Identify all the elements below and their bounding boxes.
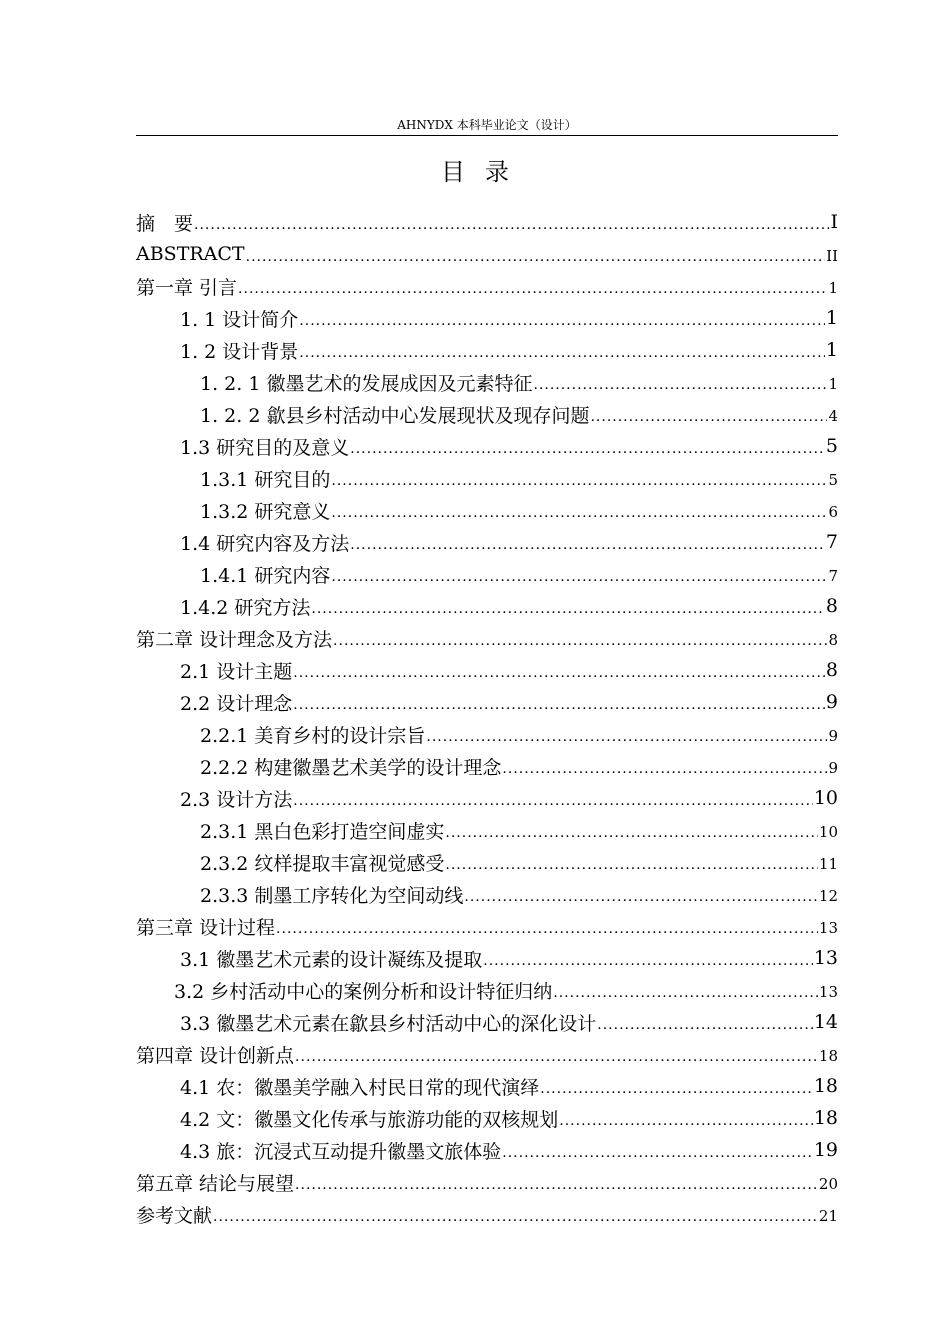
toc-entry-label: 1.3.2 研究意义 (200, 500, 331, 523)
toc-entry-page: 10 (818, 822, 838, 841)
toc-entry-page: I (830, 211, 838, 233)
toc-entry[interactable] (136, 494, 838, 526)
toc-leader-dots (331, 500, 827, 521)
toc-leader-dots (331, 564, 827, 585)
toc-entry[interactable] (136, 462, 838, 494)
toc-entry-page: 5 (825, 435, 838, 457)
toc-leader-dots (293, 692, 825, 713)
toc-entry-page: 8 (828, 630, 838, 649)
toc-entry-label: 2.3 设计方法 (180, 788, 293, 811)
toc-entry-label: 第三章 设计过程 (136, 916, 276, 939)
toc-entry-page: 1 (825, 307, 838, 329)
toc-entry-label: 1. 2. 1 徽墨艺术的发展成因及元素特征 (200, 372, 533, 395)
toc-leader-dots (445, 820, 818, 841)
toc-entry[interactable] (136, 366, 838, 398)
toc-entry-label: 1.4.2 研究方法 (180, 596, 311, 619)
toc-leader-dots (426, 724, 827, 745)
toc-entry-page: 1 (828, 374, 838, 393)
toc-entry[interactable] (136, 1198, 838, 1230)
toc-leader-dots (238, 276, 827, 297)
toc-entry-label: 第一章 引言 (136, 276, 238, 299)
toc-entry-label: 3.3 徽墨艺术元素在歙县乡村活动中心的深化设计 (180, 1012, 597, 1035)
toc-entry[interactable] (136, 558, 838, 590)
toc-leader-dots (299, 308, 825, 329)
toc-entry-page: 11 (818, 854, 838, 873)
toc-entry[interactable] (136, 974, 838, 1006)
toc-entry-label: 4.2 文：徽墨文化传承与旅游功能的双核规划 (180, 1108, 559, 1131)
toc-entry-label: 摘 要 (136, 212, 194, 235)
page-title: 目录 (441, 158, 529, 186)
toc-entry-label: 3.2 乡村活动中心的案例分析和设计特征归纳 (174, 980, 553, 1003)
toc-entry-page: 18 (813, 1075, 838, 1097)
toc-entry-label: 1. 1 设计简介 (180, 308, 299, 331)
toc-leader-dots (246, 244, 826, 265)
toc-entry-page: 19 (813, 1139, 838, 1161)
toc-entry-label: ABSTRACT (136, 243, 245, 265)
toc-entry-label: 1. 2 设计背景 (180, 340, 299, 363)
toc-entry[interactable] (136, 334, 838, 366)
toc-entry-label: 1.4 研究内容及方法 (180, 532, 350, 555)
toc-entry-label: 2.3.2 纹样提取丰富视觉感受 (200, 852, 445, 875)
toc-entry[interactable] (136, 526, 838, 558)
toc-entry[interactable] (136, 654, 838, 686)
toc-entry-label: 第二章 设计理念及方法 (136, 628, 333, 651)
toc-entry-label: 参考文献 (136, 1204, 213, 1227)
toc-leader-dots (213, 1204, 818, 1225)
toc-entry[interactable] (136, 206, 838, 238)
toc-entry-page: 5 (828, 470, 838, 489)
toc-entry-page: 18 (813, 1107, 838, 1129)
toc-entry[interactable] (136, 750, 838, 782)
toc-leader-dots (299, 340, 825, 361)
toc-entry[interactable] (136, 430, 838, 462)
toc-leader-dots (445, 852, 818, 873)
toc-entry[interactable] (136, 1102, 838, 1134)
toc-entry-label: 3.1 徽墨艺术元素的设计凝练及提取 (180, 948, 483, 971)
toc-entry[interactable] (136, 814, 838, 846)
toc-leader-dots (590, 404, 827, 425)
toc-leader-dots (350, 436, 825, 457)
toc-leader-dots (350, 532, 825, 553)
toc-entry-page: 1 (825, 339, 838, 361)
toc-entry[interactable] (136, 1038, 838, 1070)
toc-entry[interactable] (136, 910, 838, 942)
toc-entry[interactable] (136, 1134, 838, 1166)
toc-leader-dots (597, 1012, 813, 1033)
toc-entry[interactable] (136, 1006, 838, 1038)
toc-entry[interactable] (136, 878, 838, 910)
toc-entry-label: 2.3.3 制墨工序转化为空间动线 (200, 884, 464, 907)
toc-entry[interactable] (136, 590, 838, 622)
toc-leader-dots (293, 660, 825, 681)
toc-entry-page: 8 (825, 595, 838, 617)
toc-entry-page: 7 (825, 531, 838, 553)
toc-leader-dots (502, 756, 827, 777)
toc-entry-page: 9 (828, 758, 838, 777)
toc-entry-label: 2.1 设计主题 (180, 660, 293, 683)
page-header: AHNYDX 本科毕业论文（设计） (136, 116, 838, 136)
toc-entry-label: 4.3 旅：沉浸式互动提升徽墨文旅体验 (180, 1140, 502, 1163)
toc-leader-dots (295, 1172, 818, 1193)
toc-entry-label: 第五章 结论与展望 (136, 1172, 295, 1195)
toc-entry-page: 8 (825, 659, 838, 681)
toc-entry[interactable] (136, 1166, 838, 1198)
toc-leader-dots (559, 1108, 813, 1129)
toc-entry[interactable] (136, 1070, 838, 1102)
toc-entry-label: 1.3.1 研究目的 (200, 468, 331, 491)
toc-leader-dots (293, 788, 813, 809)
toc-entry-page: 20 (818, 1174, 838, 1193)
toc-entry[interactable] (136, 718, 838, 750)
toc-entry-label: 2.2.2 构建徽墨艺术美学的设计理念 (200, 756, 502, 779)
toc-entry[interactable] (136, 846, 838, 878)
toc-leader-dots (464, 884, 818, 905)
toc-entry-page: 4 (828, 406, 838, 425)
toc-entry-page: 13 (813, 947, 838, 969)
toc-entry-page: 13 (818, 918, 838, 937)
toc-leader-dots (502, 1140, 813, 1161)
toc-leader-dots (533, 372, 827, 393)
toc-entry-page: 12 (818, 886, 838, 905)
toc-entry-label: 2.3.1 黑白色彩打造空间虚实 (200, 820, 445, 843)
toc-entry-page: 21 (818, 1206, 838, 1225)
toc-entry[interactable] (136, 942, 838, 974)
toc-entry-page: 18 (818, 1046, 838, 1065)
toc-entry-page: II (826, 246, 838, 265)
toc-entry-label: 2.2.1 美育乡村的设计宗旨 (200, 724, 426, 747)
toc-leader-dots (276, 916, 818, 937)
toc-leader-dots (540, 1076, 813, 1097)
toc-entry[interactable] (136, 686, 838, 718)
toc-entry-page: 14 (813, 1011, 838, 1033)
toc-entry-label: 1.3 研究目的及意义 (180, 436, 350, 459)
toc-entry-label: 1. 2. 2 歙县乡村活动中心发展现状及现存问题 (200, 404, 590, 427)
toc-leader-dots (331, 468, 827, 489)
toc-entry[interactable] (136, 270, 838, 302)
toc-entry-label: 4.1 农：徽墨美学融入村民日常的现代演绎 (180, 1076, 540, 1099)
toc-entry-page: 9 (825, 691, 838, 713)
toc-entry-label: 第四章 设计创新点 (136, 1044, 295, 1067)
toc-entry-page: 13 (818, 982, 838, 1001)
toc-entry-label: 2.2 设计理念 (180, 692, 293, 715)
toc-entry-page: 9 (828, 726, 838, 745)
toc-entry-page: 10 (813, 787, 838, 809)
toc-leader-dots (311, 596, 825, 617)
toc-leader-dots (483, 948, 813, 969)
table-of-contents (136, 206, 838, 1230)
toc-leader-dots (553, 980, 818, 1001)
toc-entry-page: 1 (828, 278, 838, 297)
toc-entry[interactable] (136, 302, 838, 334)
toc-entry[interactable] (136, 238, 838, 270)
toc-entry[interactable] (136, 622, 838, 654)
toc-leader-dots (295, 1044, 818, 1065)
toc-entry[interactable] (136, 782, 838, 814)
toc-entry-label: 1.4.1 研究内容 (200, 564, 331, 587)
toc-entry-page: 7 (828, 566, 838, 585)
toc-leader-dots (194, 212, 829, 233)
toc-leader-dots (333, 628, 827, 649)
toc-entry-page: 6 (828, 502, 838, 521)
toc-entry[interactable] (136, 398, 838, 430)
